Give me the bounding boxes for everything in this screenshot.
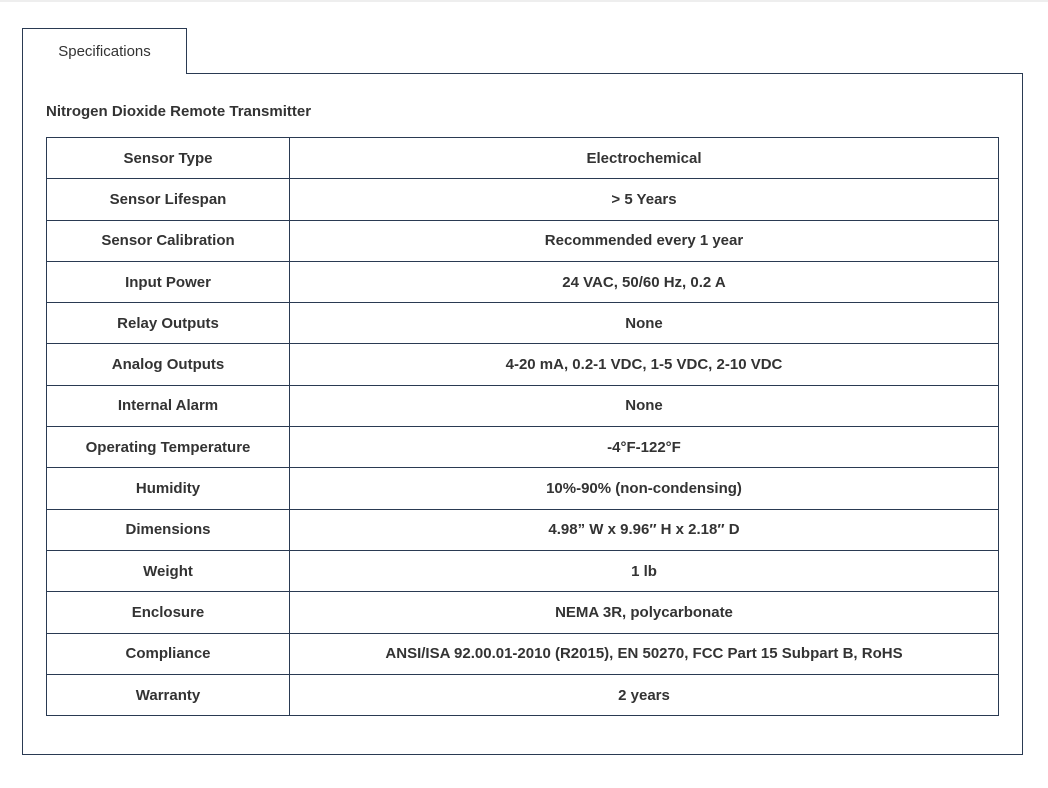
table-row: [47, 303, 999, 344]
table-row: [47, 179, 999, 220]
spec-label: Humidity: [47, 468, 290, 509]
tab-specifications[interactable]: [22, 28, 187, 74]
table-row: [47, 674, 999, 715]
spec-value: 1 lb: [290, 550, 999, 591]
table-row: [47, 468, 999, 509]
spec-value: Recommended every 1 year: [290, 220, 999, 261]
spec-value: > 5 Years: [290, 179, 999, 220]
spec-value: 10%-90% (non-condensing): [290, 468, 999, 509]
spec-value: NEMA 3R, polycarbonate: [290, 592, 999, 633]
specifications-table: [46, 137, 999, 716]
table-row: [47, 509, 999, 550]
spec-label: Relay Outputs: [47, 303, 290, 344]
spec-label: Input Power: [47, 261, 290, 302]
spec-value: 24 VAC, 50/60 Hz, 0.2 A: [290, 261, 999, 302]
spec-value: None: [290, 385, 999, 426]
spec-label: Sensor Type: [47, 138, 290, 179]
table-row: [47, 261, 999, 302]
table-row: [47, 220, 999, 261]
spec-value: Electrochemical: [290, 138, 999, 179]
spec-label: Dimensions: [47, 509, 290, 550]
specifications-panel: [22, 73, 1023, 755]
product-title: Nitrogen Dioxide Remote Transmitter: [46, 103, 312, 120]
spec-value: 4-20 mA, 0.2-1 VDC, 1-5 VDC, 2-10 VDC: [290, 344, 999, 385]
spec-value: 4.98” W x 9.96″ H x 2.18″ D: [290, 509, 999, 550]
table-row: [47, 138, 999, 179]
table-row: [47, 592, 999, 633]
spec-value: ANSI/ISA 92.00.01-2010 (R2015), EN 50270, FCC Part 15 Subpart B, RoHS: [290, 633, 999, 674]
table-row: [47, 550, 999, 591]
spec-value: None: [290, 303, 999, 344]
spec-label: Analog Outputs: [47, 344, 290, 385]
spec-label: Sensor Calibration: [47, 220, 290, 261]
spec-label: Sensor Lifespan: [47, 179, 290, 220]
table-row: [47, 344, 999, 385]
specifications-table-body: [47, 138, 999, 716]
spec-label: Enclosure: [47, 592, 290, 633]
spec-label: Warranty: [47, 674, 290, 715]
spec-label: Operating Temperature: [47, 427, 290, 468]
table-row: [47, 633, 999, 674]
spec-label: Compliance: [47, 633, 290, 674]
table-row: [47, 385, 999, 426]
tab-specifications-label: Specifications: [58, 43, 151, 60]
spec-value: -4°F-122°F: [290, 427, 999, 468]
top-divider: [0, 0, 1048, 2]
spec-label: Weight: [47, 550, 290, 591]
spec-value: 2 years: [290, 674, 999, 715]
spec-label: Internal Alarm: [47, 385, 290, 426]
table-row: [47, 427, 999, 468]
